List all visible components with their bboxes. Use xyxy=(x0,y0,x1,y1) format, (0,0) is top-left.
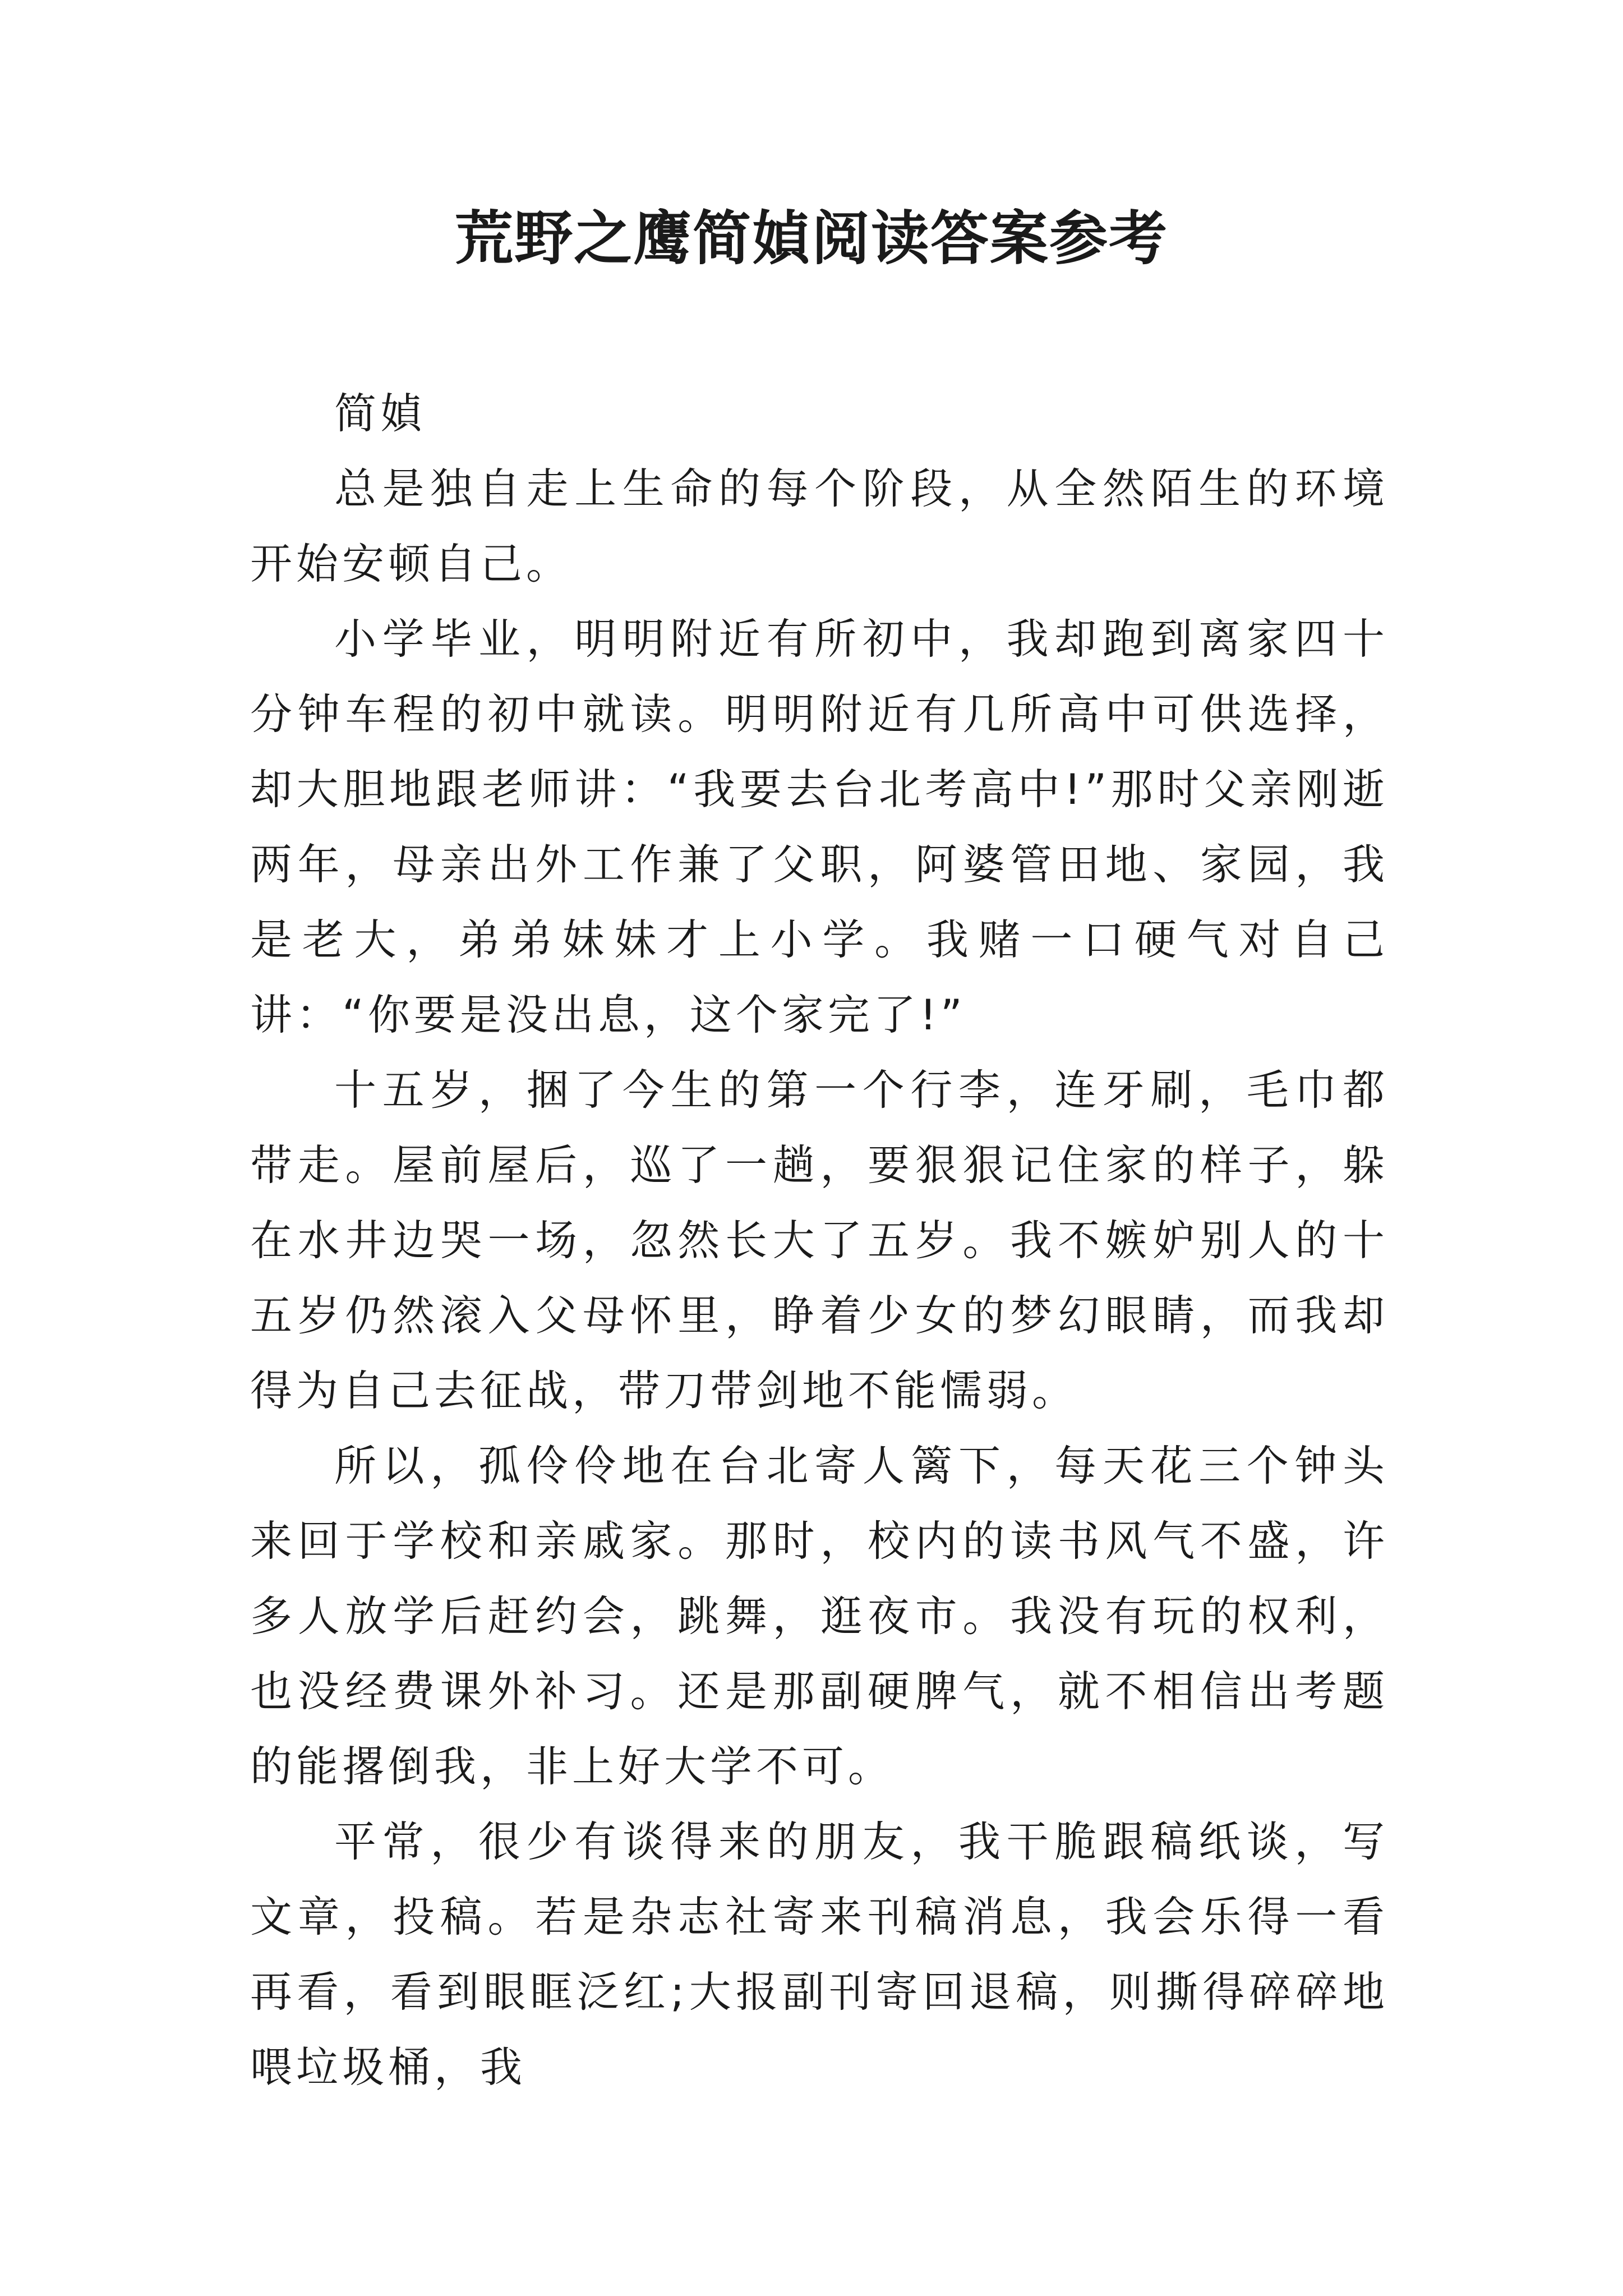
document-body xyxy=(250,376,1389,2105)
paragraph-4: 所以，孤伶伶地在台北寄人篱下，每天花三个钟头来回于学校和亲戚家。那时，校内的读书风气不盛，许多人放学后赶约会，跳舞，逛夜市。我没有玩的权利，也没经费课外补习。还是那副硬脾气，就不相信出考题的能撂倒我，非上好大学不可。 xyxy=(250,1441,1389,1791)
paragraph-3: 十五岁，捆了今生的第一个行李，连牙刷，毛巾都带走。屋前屋后，巡了一趟，要狠狠记住家的样子，躲在水井边哭一场，忽然长大了五岁。我不嫉妒别人的十五岁仍然滚入父母怀里，睁着少女的梦幻眼睛，而我却得为自己去征战，带刀带剑地不能懦弱。 xyxy=(250,1065,1389,1415)
paragraph-1: 总是独自走上生命的每个阶段，从全然陌生的环境开始安顿自己。 xyxy=(250,464,1389,588)
document-title: 荒野之鹰简媜阅读答案参考 xyxy=(454,204,1168,273)
paragraph-5: 平常，很少有谈得来的朋友，我干脆跟稿纸谈，写文章，投稿。若是杂志社寄来刊稿消息，我会乐得一看再看，看到眼眶泛红;大报副刊寄回退稿，则撕得碎碎地喂垃圾桶，我 xyxy=(250,1817,1389,2092)
paragraph-2: 小学毕业，明明附近有所初中，我却跑到离家四十分钟车程的初中就读。明明附近有几所高中可供选择，却大胆地跟老师讲：“我要去台北考高中!”那时父亲刚逝两年，母亲出外工作兼了父职，阿婆管田地、家园，我是老大，弟弟妹妹才上小学。我赌一口硬气对自己讲：“你要是没出息，这个家完了!” xyxy=(250,614,1389,1039)
author-name: 简媜 xyxy=(334,389,427,438)
